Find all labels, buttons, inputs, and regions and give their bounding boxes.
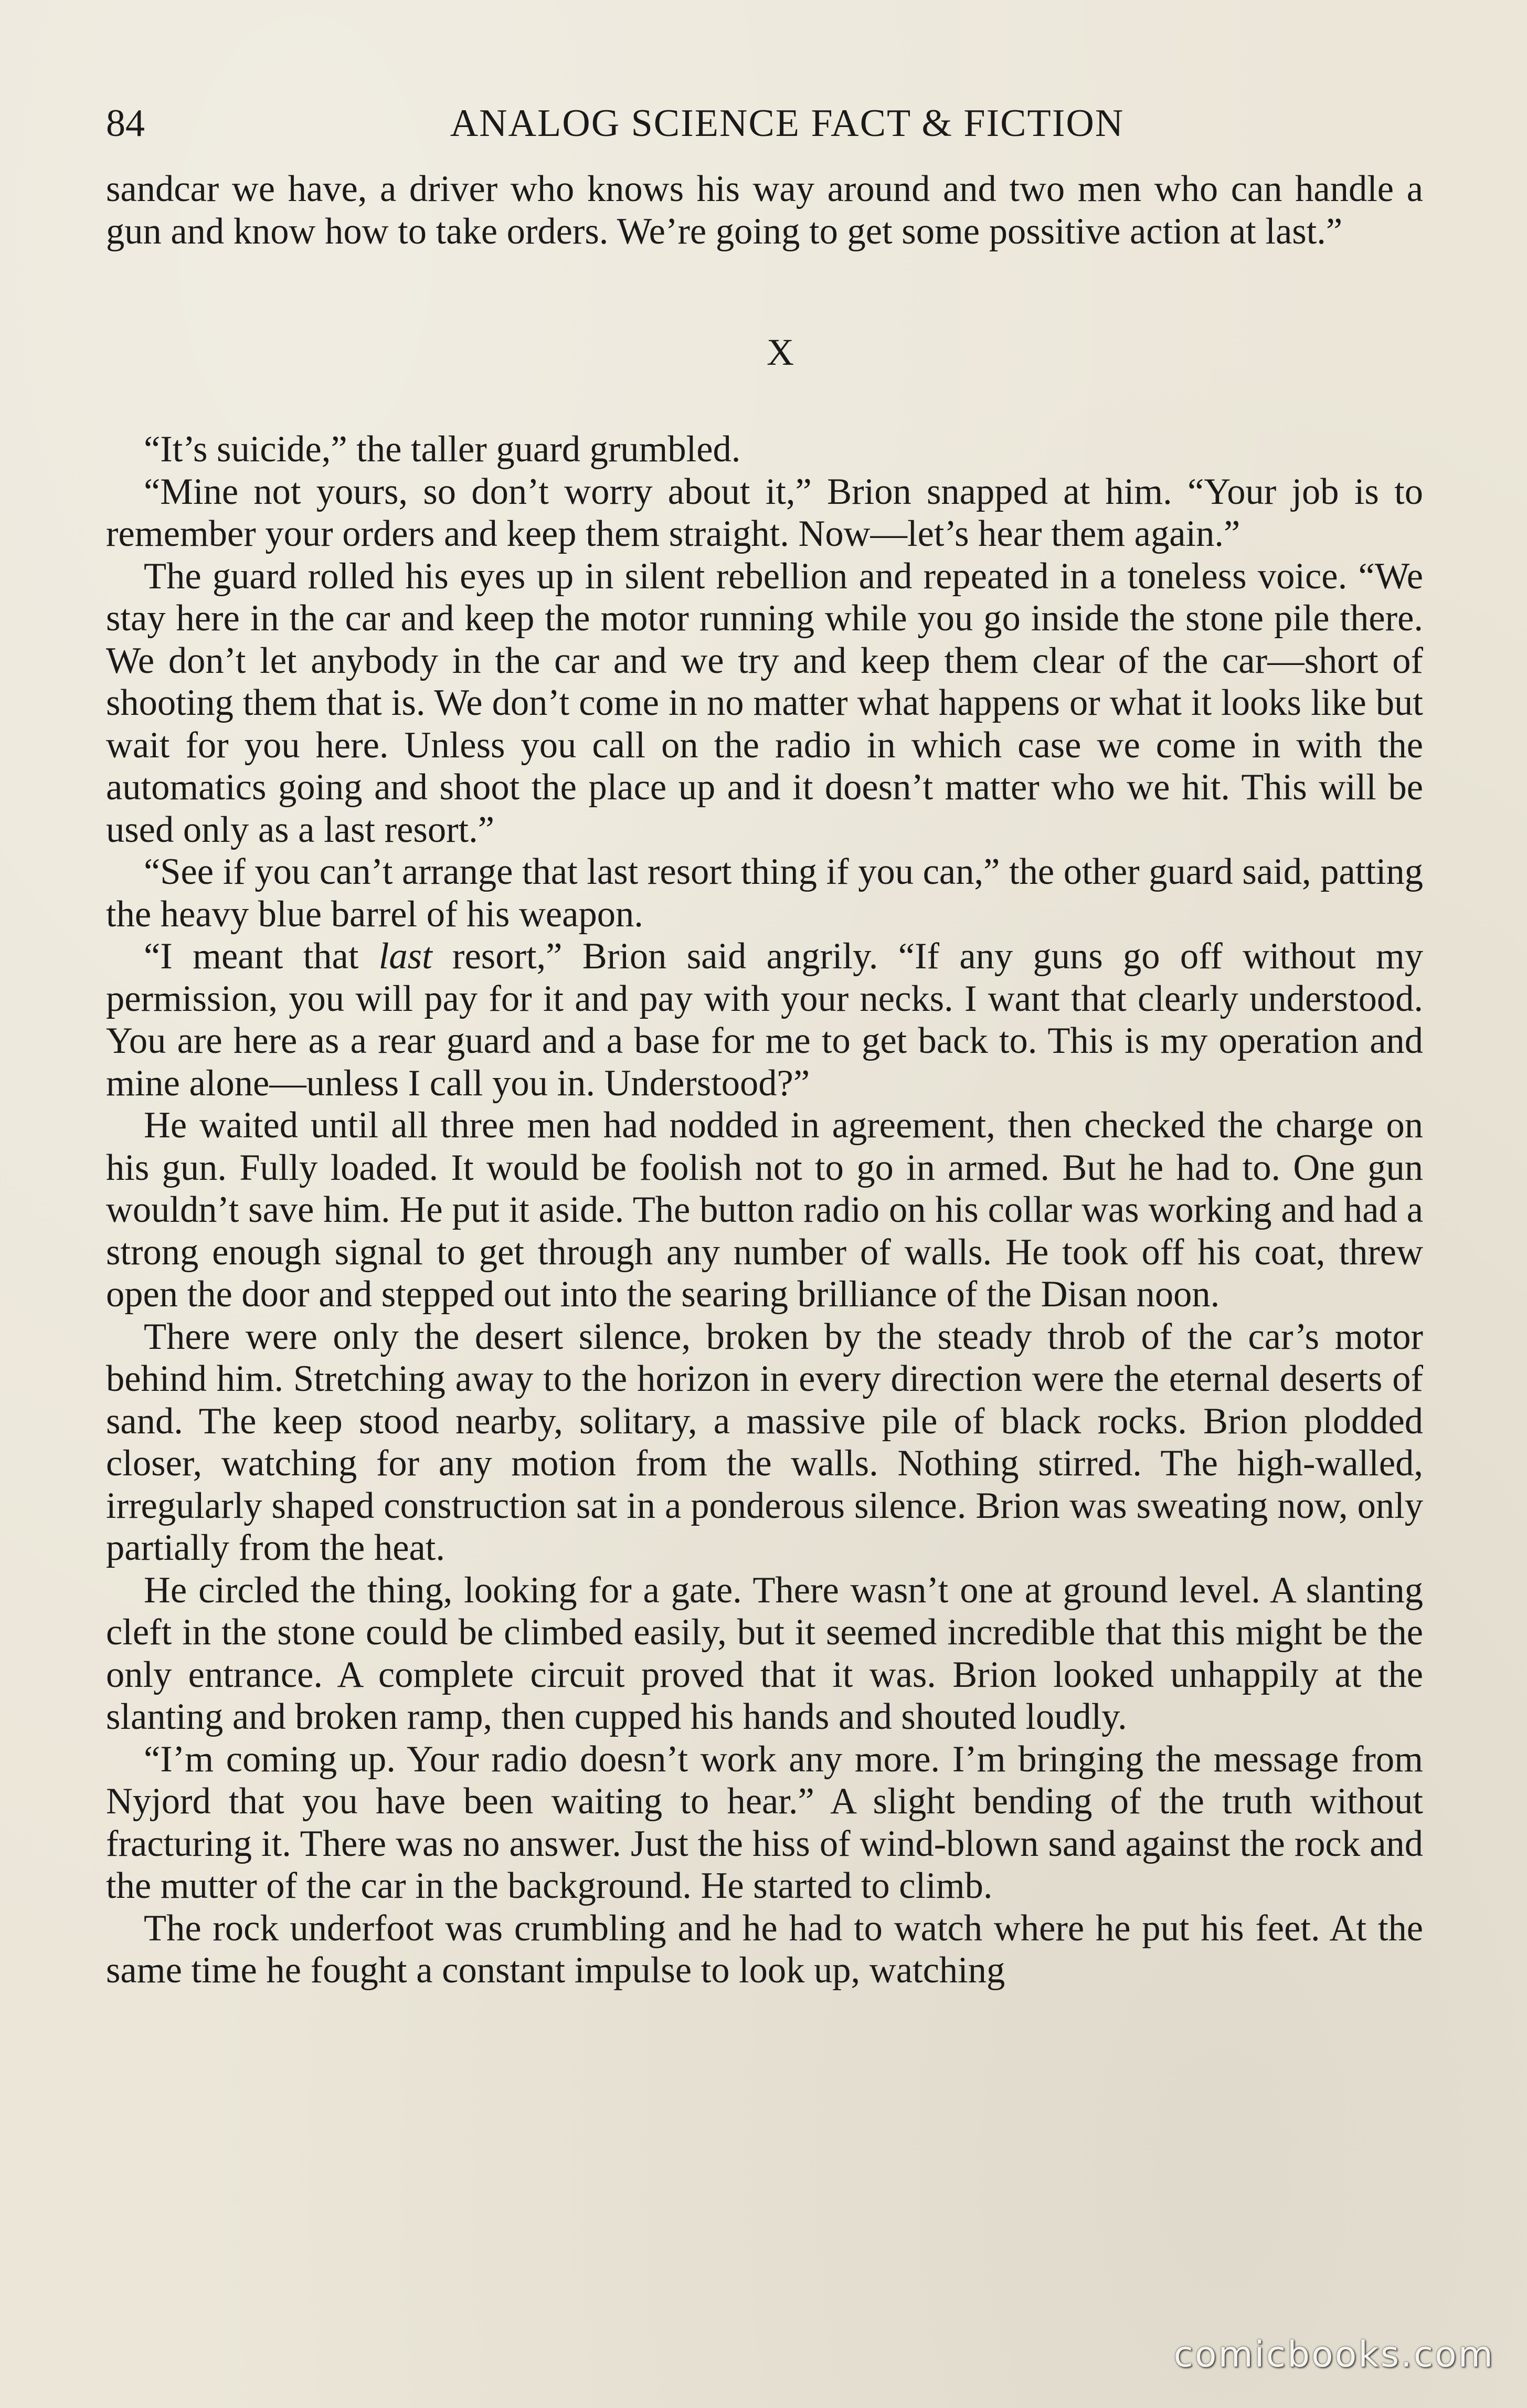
page-number: 84	[106, 102, 145, 145]
continued-paragraph: sandcar we have, a driver who knows his way around and two men who can handle a gun and know how to take orders. We’re going to get some possitive action at last.”	[106, 168, 1423, 252]
paragraph: He waited until all three men had nodded in agreement, then checked the charge on his gun. Fully loaded. It would be foolish not to go in armed. But he had to. One gun wouldn’t save him. He put it aside. The button radio on his collar was working and had a strong enough signal to get through any number of walls. He took off his coat, threw open the door and stepped out into the searing brilliance of the Disan noon.	[106, 1105, 1423, 1315]
italic-word: last	[378, 936, 432, 977]
paragraph: “It’s suicide,” the taller guard grumbled.	[144, 429, 741, 470]
text-run: “I meant that	[144, 936, 379, 977]
paragraph: The rock underfoot was crumbling and he had to watch where he put his feet. At the same time he fought a constant impulse to look up, watching	[106, 1907, 1423, 1991]
paragraph: He circled the thing, looking for a gate. There wasn’t one at ground level. A slanting cleft in the stone could be climbed easily, but it seemed incredible that this might be the only entrance. A complete circuit proved that it was. Brion looked unhappily at the slanting and broken ramp, then cupped his hands and shouted loudly.	[106, 1569, 1423, 1737]
journal-title: ANALOG SCIENCE FACT & FICTION	[450, 102, 1125, 145]
paragraph-last-resort	[106, 935, 1423, 1104]
story-text	[106, 168, 1423, 1992]
paragraph: “Mine not yours, so don’t worry about it,” Brion snapped at him. “Your job is to remember your orders and keep them straight. Now—let’s hear them again.”	[106, 471, 1423, 554]
chapter-number: X	[767, 331, 794, 373]
paragraph: There were only the desert silence, broken by the steady throb of the car’s motor behind him. Stretching away to the horizon in every direction were the eternal deserts of sand. The keep stood nearby, solitary, a massive pile of black rocks. Brion plodded closer, watching for any motion from the walls. Nothing stirred. The high-walled, irregularly shaped construction sat in a ponderous silence. Brion was sweating now, only partially from the heat.	[106, 1316, 1423, 1568]
paragraph: “I’m coming up. Your radio doesn’t work any more. I’m bringing the message from Nyjord that you have been waiting to hear.” A slight bending of the truth without fracturing it. There was no answer. Just the hiss of wind-blown sand against the rock and the mutter of the car in the background. He started to climb.	[106, 1738, 1423, 1906]
running-head	[106, 100, 1421, 147]
paragraph: The guard rolled his eyes up in silent rebellion and repeated in a toneless voice. “We stay here in the car and keep the motor running while you go inside the stone pile there. We don’t let anybody in the car and we try and keep them clear of the car—short of shooting them that is. We don’t come in no matter what happens or what it looks like but wait for you here. Unless you call on the radio in which case we come in with the automatics going and shoot the place up and it doesn’t matter who we hit. This will be used only as a last resort.”	[106, 555, 1423, 850]
paragraph: “See if you can’t arrange that last resort thing if you can,” the other guard said, patting the heavy blue barrel of his weapon.	[106, 851, 1423, 935]
text-run: resort,” Brion said angrily. “If any guns go off without my permission, you will pay for it and pay with your necks. I want that clearly understood. You are here as a rear guard and a base for me to get back to. This is my operation and mine alone—unless I call you in. Understood?”	[106, 936, 1423, 1104]
watermark: comicbooks.com	[1173, 2334, 1494, 2375]
